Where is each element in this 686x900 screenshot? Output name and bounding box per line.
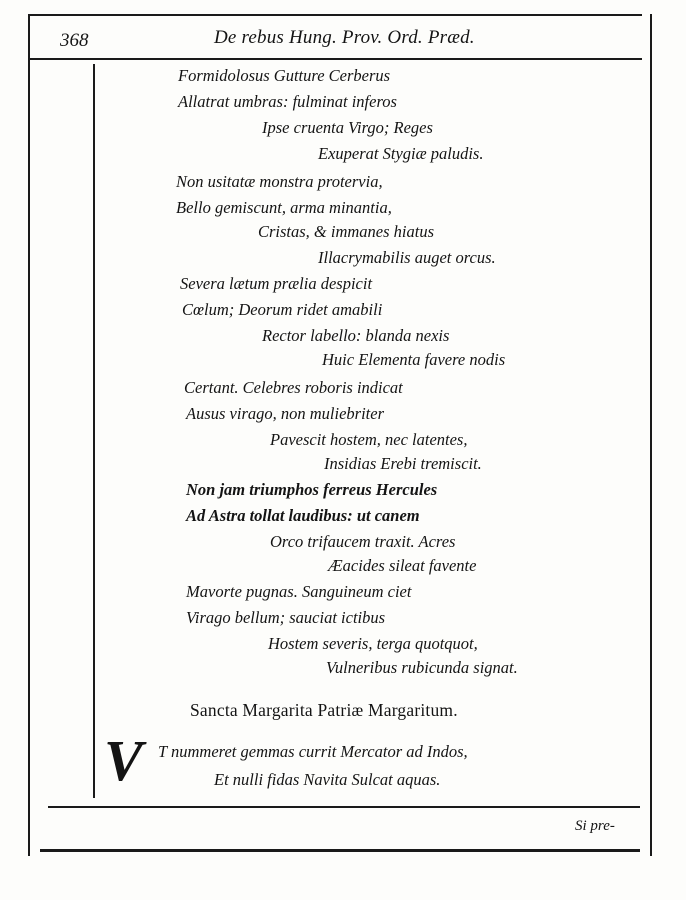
drop-cap: V xyxy=(104,728,143,793)
verse-line: Illacrymabilis auget orcus. xyxy=(318,248,496,267)
verse-line: Non jam triumphos ferreus Hercules xyxy=(186,480,438,499)
catchword: Si pre- xyxy=(575,818,615,834)
margin-rule xyxy=(93,64,95,798)
verse-line: Virago bellum; sauciat ictibus xyxy=(186,608,386,627)
verse-line: Æacides sileat favente xyxy=(328,556,477,575)
footer-rule xyxy=(48,806,640,808)
verse-line: Ipse cruenta Virgo; Reges xyxy=(262,118,433,137)
verse-line: Non usitatæ monstra protervia, xyxy=(176,172,383,191)
page-number: 368 xyxy=(60,30,89,51)
verse-line: Et nulli fidas Navita Sulcat aquas. xyxy=(214,770,441,789)
verse-line: Certant. Celebres roboris indicat xyxy=(184,378,403,397)
verse-line: Rector labello: blanda nexis xyxy=(262,326,450,345)
verse-line: Mavorte pugnas. Sanguineum ciet xyxy=(186,582,412,601)
header-rule xyxy=(30,58,642,60)
verse-line: Cristas, & immanes hiatus xyxy=(258,222,435,241)
section-heading: Sancta Margarita Patriæ Margaritum. xyxy=(190,700,458,720)
bottom-rule xyxy=(40,849,640,852)
verse-line: Vulneribus rubicunda signat. xyxy=(326,658,518,677)
verse-line: Hostem severis, terga quotquot, xyxy=(268,634,478,653)
verse-line: Exuperat Stygiæ paludis. xyxy=(318,144,484,163)
verse-line: Cœlum; Deorum ridet amabili xyxy=(182,300,383,319)
verse-line: Pavescit hostem, nec latentes, xyxy=(270,430,468,449)
verse-line: Formidolosus Gutture Cerberus xyxy=(178,66,391,85)
verse-line: T nummeret gemmas currit Mercator ad Indos, xyxy=(158,742,468,761)
verse-line: Orco trifaucem traxit. Acres xyxy=(270,532,456,551)
verse-line: Ausus virago, non muliebriter xyxy=(186,404,384,423)
verse-line: Allatrat umbras: fulminat inferos xyxy=(178,92,397,111)
running-title: De rebus Hung. Prov. Ord. Præd. xyxy=(214,27,475,48)
verse-line: Insidias Erebi tremiscit. xyxy=(324,454,482,473)
top-rule xyxy=(28,14,642,16)
verse-line: Huic Elementa favere nodis xyxy=(322,350,506,369)
verse-line: Bello gemiscunt, arma minantia, xyxy=(176,198,392,217)
verse-line: Ad Astra tollat laudibus: ut canem xyxy=(186,506,420,525)
verse-line: Severa lætum prælia despicit xyxy=(180,274,373,293)
